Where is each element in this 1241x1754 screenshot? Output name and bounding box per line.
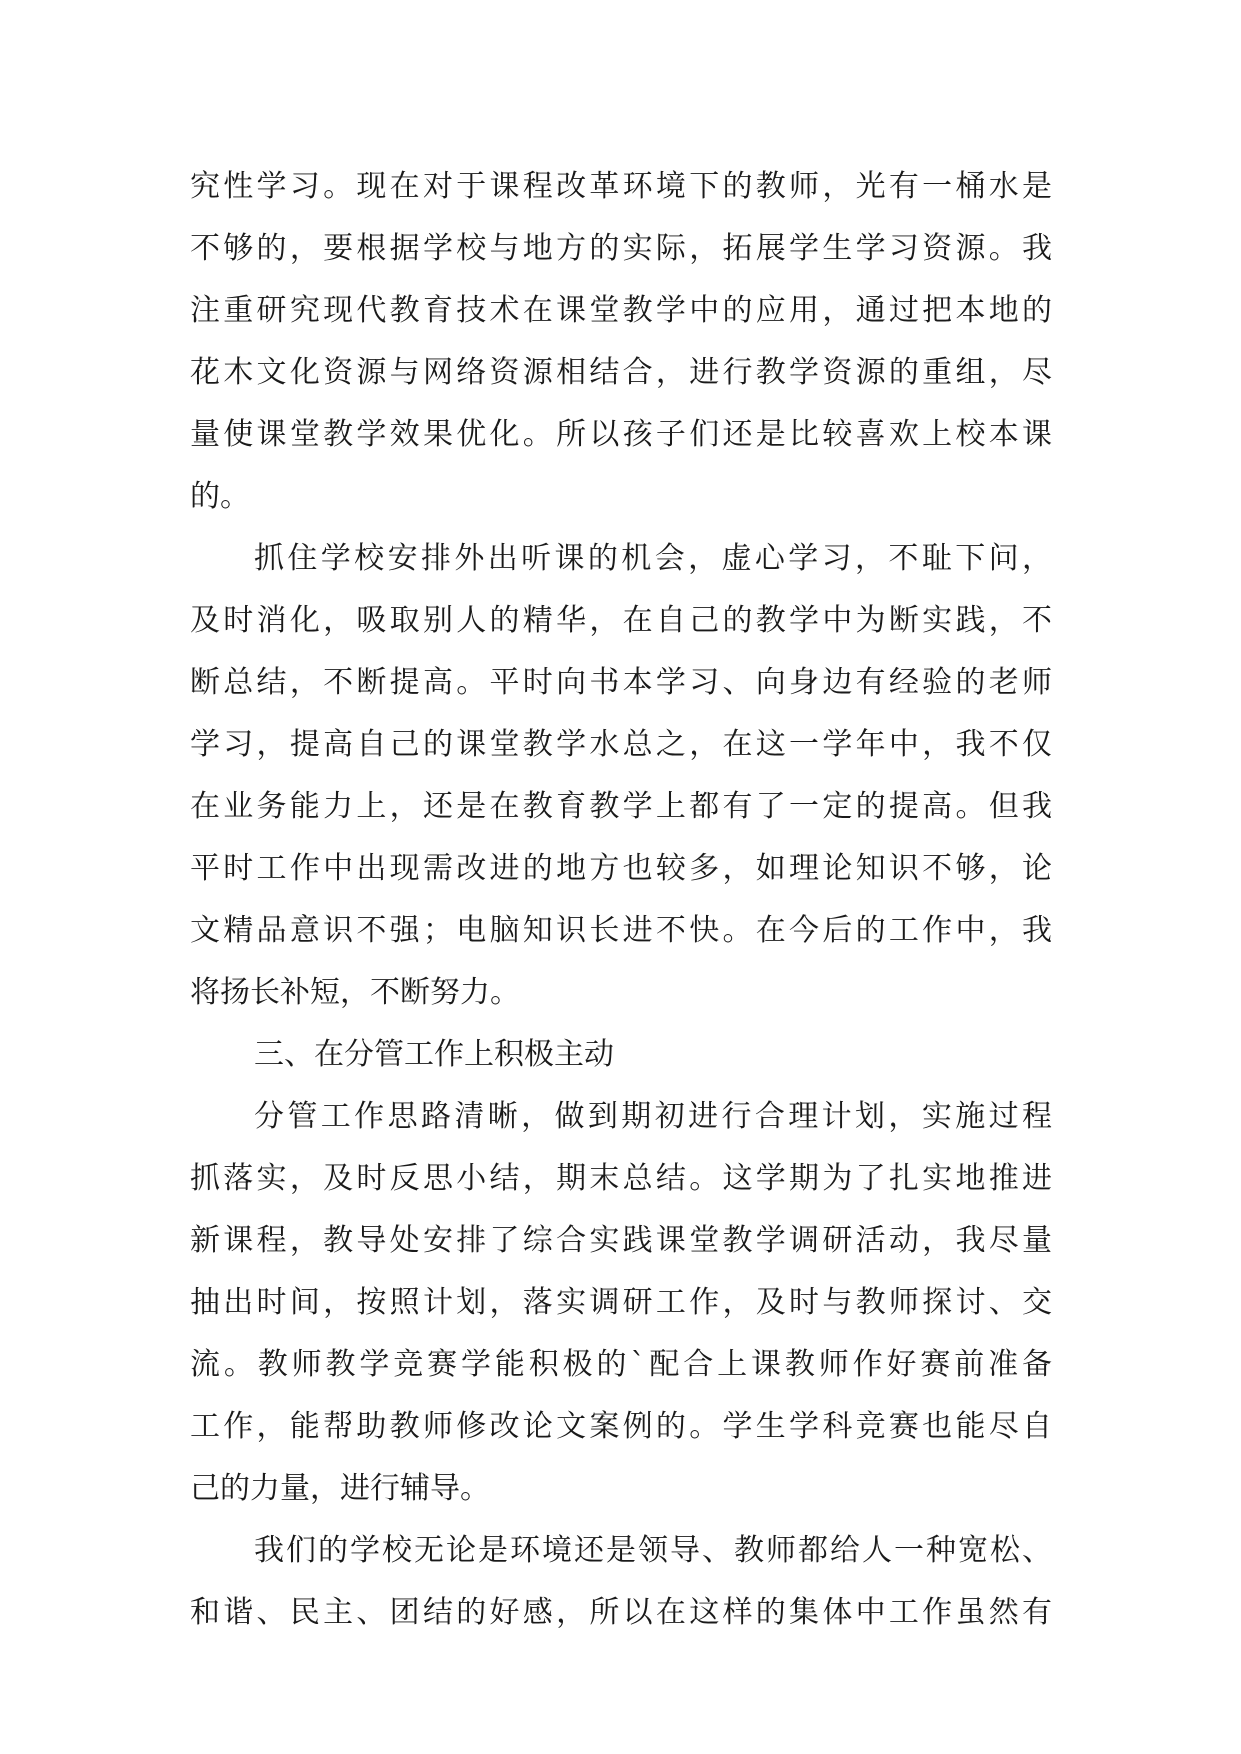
text-line: 工作，能帮助教师修改论文案例的。学生学科竞赛也能尽自 — [190, 1409, 1052, 1444]
text-line: 花木文化资源与网络资源相结合，进行教学资源的重组，尽 — [190, 355, 1052, 390]
text-line: 学习，提高自己的课堂教学水总之，在这一学年中，我不仅 — [190, 727, 1052, 762]
text-line: 己的力量，进行辅导。 — [190, 1471, 490, 1506]
text-line: 我们的学校无论是环境还是领导、教师都给人一种宽松、 — [254, 1533, 1052, 1568]
text-line: 不够的，要根据学校与地方的实际，拓展学生学习资源。我 — [190, 231, 1052, 266]
text-line: 平时工作中出现需改进的地方也较多，如理论知识不够，论 — [190, 851, 1052, 886]
text-line: 抓落实，及时反思小结，期末总结。这学期为了扎实地推进 — [190, 1161, 1052, 1196]
text-line: 和谐、民主、团结的好感，所以在这样的集体中工作虽然有 — [190, 1595, 1052, 1630]
document-body — [190, 156, 1052, 1644]
text-line: 流。教师教学竞赛学能积极的`配合上课教师作好赛前准备 — [190, 1347, 1052, 1382]
text-line: 新课程，教导处安排了综合实践课堂教学调研活动，我尽量 — [190, 1223, 1052, 1258]
text-line: 断总结，不断提高。平时向书本学习、向身边有经验的老师 — [190, 665, 1052, 700]
text-line: 将扬长补短，不断努力。 — [190, 975, 520, 1010]
text-line: 分管工作思路清晰，做到期初进行合理计划，实施过程 — [254, 1099, 1052, 1134]
text-line: 及时消化，吸取别人的精华，在自己的教学中为断实践，不 — [190, 603, 1052, 638]
text-line: 抽出时间，按照计划，落实调研工作，及时与教师探讨、交 — [190, 1285, 1052, 1320]
text-line: 抓住学校安排外出听课的机会，虚心学习，不耻下问， — [254, 541, 1052, 576]
text-line: 文精品意识不强；电脑知识长进不快。在今后的工作中，我 — [190, 913, 1052, 948]
text-line: 三、在分管工作上积极主动 — [254, 1037, 614, 1072]
text-line: 量使课堂教学效果优化。所以孩子们还是比较喜欢上校本课 — [190, 417, 1052, 452]
text-line: 注重研究现代教育技术在课堂教学中的应用，通过把本地的 — [190, 293, 1052, 328]
text-line: 究性学习。现在对于课程改革环境下的教师，光有一桶水是 — [190, 169, 1052, 204]
text-line: 在业务能力上，还是在教育教学上都有了一定的提高。但我 — [190, 789, 1052, 824]
text-line: 的。 — [190, 479, 250, 514]
